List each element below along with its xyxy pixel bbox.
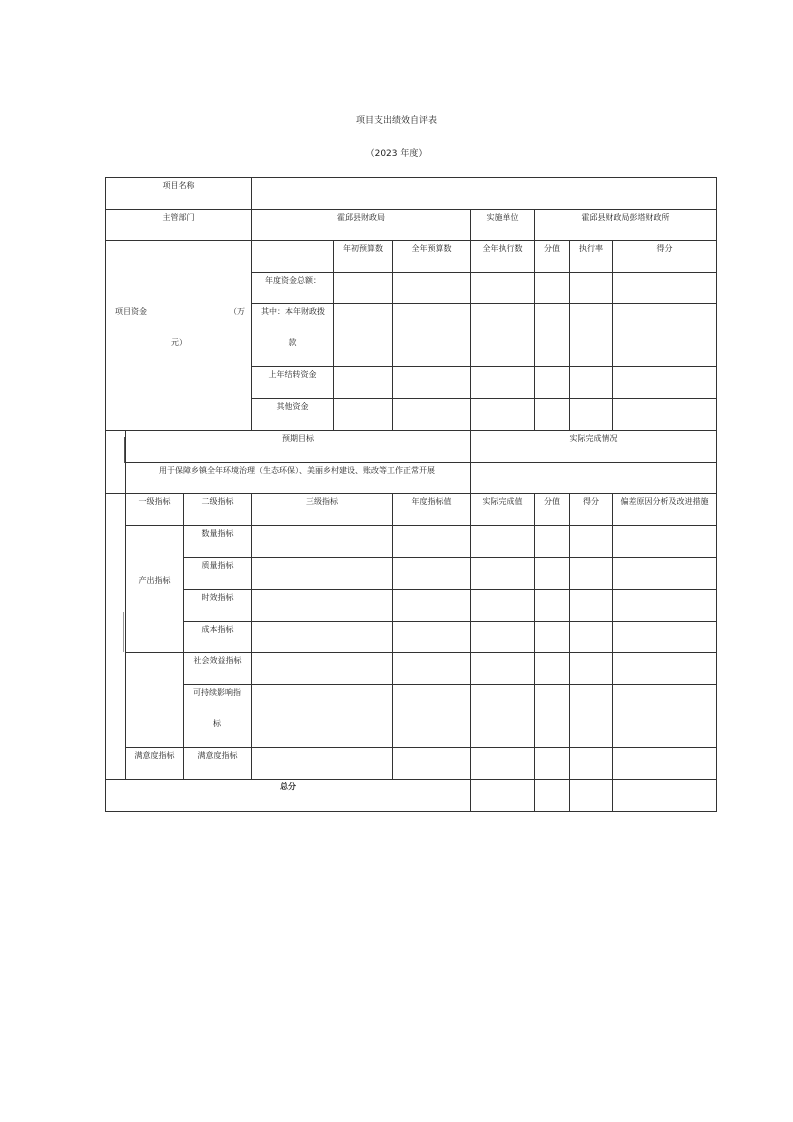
ind-cell bbox=[470, 525, 534, 557]
funds-cell bbox=[392, 272, 470, 303]
ind-cell bbox=[569, 747, 612, 779]
funds-cell bbox=[470, 272, 534, 303]
document-year: （2023 年度） bbox=[365, 149, 428, 159]
project-name-label: 项目名称 bbox=[162, 181, 195, 190]
funds-cell bbox=[392, 398, 470, 430]
funds-cell bbox=[612, 366, 717, 398]
total-cell bbox=[470, 779, 534, 812]
ind-satisfaction-l1-text: 满意度指标 bbox=[134, 751, 175, 760]
ind-cost-cell bbox=[183, 621, 251, 652]
ind-header-l1-text: 一级指标 bbox=[138, 497, 171, 506]
funds-cell bbox=[333, 366, 392, 398]
funds-cell bbox=[612, 303, 717, 366]
dept-label: 主管部门 bbox=[162, 213, 195, 222]
ind-cell bbox=[251, 684, 392, 747]
faint-vertical-text-mark bbox=[123, 612, 124, 652]
ind-output-text: 产出指标 bbox=[138, 576, 171, 585]
dept-value-cell bbox=[251, 209, 470, 240]
goals-side-cell bbox=[105, 430, 125, 493]
ind-cell bbox=[569, 652, 612, 684]
funds-header-rate bbox=[569, 240, 612, 272]
ind-cell bbox=[251, 557, 392, 589]
ind-header-l1 bbox=[125, 493, 183, 525]
funds-row-total-text: 年度资金总额： bbox=[265, 276, 321, 285]
funds-cell bbox=[569, 272, 612, 303]
ind-cell bbox=[569, 525, 612, 557]
funds-row-carryover-label bbox=[251, 366, 333, 398]
funds-row-other-label bbox=[251, 398, 333, 430]
ind-benefit-cell bbox=[125, 652, 183, 747]
ind-cell bbox=[392, 557, 470, 589]
ind-cell bbox=[612, 557, 717, 589]
funds-cell bbox=[470, 398, 534, 430]
funds-cell bbox=[612, 398, 717, 430]
ind-header-l3-text: 三级指标 bbox=[306, 497, 338, 506]
ind-header-weight bbox=[534, 493, 569, 525]
goals-content-cell bbox=[125, 462, 470, 493]
ind-cell bbox=[612, 621, 717, 652]
ind-header-target-text: 年度指标值 bbox=[411, 497, 452, 506]
funds-cell bbox=[534, 366, 569, 398]
ind-timeliness-cell bbox=[183, 589, 251, 621]
goals-actual-header bbox=[470, 430, 717, 462]
funds-cell bbox=[569, 366, 612, 398]
total-label: 总分 bbox=[280, 782, 296, 791]
ind-header-actual-text: 实际完成值 bbox=[482, 497, 523, 506]
unit-value-cell bbox=[534, 209, 717, 240]
ind-cell bbox=[534, 652, 569, 684]
funds-row-fiscal-text-1: 其中：本年财政拨 bbox=[261, 307, 325, 316]
ind-cell bbox=[392, 589, 470, 621]
ind-header-score-text: 得分 bbox=[583, 497, 599, 506]
dept-label-cell bbox=[105, 209, 251, 240]
ind-satisfaction-l2-text: 满意度指标 bbox=[197, 751, 238, 760]
ind-cell bbox=[534, 525, 569, 557]
ind-cell bbox=[392, 652, 470, 684]
goals-expected-header bbox=[125, 430, 470, 462]
funds-header-annual bbox=[392, 240, 470, 272]
funds-cell bbox=[534, 398, 569, 430]
funds-cell bbox=[569, 303, 612, 366]
ind-header-target bbox=[392, 493, 470, 525]
ind-cell bbox=[612, 747, 717, 779]
ind-sustain-cell bbox=[183, 684, 251, 747]
dept-value: 霍邱县财政局 bbox=[337, 213, 385, 222]
ind-cell bbox=[251, 747, 392, 779]
goals-expected-text: 预期目标 bbox=[282, 434, 314, 443]
funds-header-initial-text: 年初预算数 bbox=[343, 244, 383, 253]
total-cell bbox=[534, 779, 569, 812]
funds-label: 项目资金 bbox=[115, 307, 147, 316]
funds-header-score-text: 得分 bbox=[656, 244, 673, 253]
ind-header-weight-text: 分值 bbox=[544, 497, 560, 506]
ind-cell bbox=[470, 557, 534, 589]
ind-header-deviation bbox=[612, 493, 717, 525]
ind-cell bbox=[534, 557, 569, 589]
ind-satisfaction-l1-cell bbox=[125, 747, 183, 779]
funds-header-rate-text: 执行率 bbox=[579, 244, 603, 253]
project-name-label-cell bbox=[105, 177, 251, 209]
funds-cell bbox=[470, 366, 534, 398]
funds-header-score-value bbox=[534, 240, 569, 272]
unit-label-cell bbox=[470, 209, 534, 240]
document-title: 项目支出绩效自评表 bbox=[355, 116, 437, 126]
ind-timeliness-text: 时效指标 bbox=[201, 593, 234, 602]
goals-actual-cell bbox=[470, 462, 717, 493]
funds-row-fiscal-label bbox=[251, 303, 333, 366]
total-cell bbox=[612, 779, 717, 812]
ind-cell bbox=[569, 621, 612, 652]
ind-cell bbox=[569, 684, 612, 747]
funds-cell bbox=[333, 303, 392, 366]
funds-cell bbox=[392, 303, 470, 366]
ind-cell bbox=[251, 621, 392, 652]
funds-label-cell bbox=[105, 240, 251, 430]
ind-cell bbox=[534, 621, 569, 652]
ind-cell bbox=[534, 589, 569, 621]
funds-cell bbox=[612, 272, 717, 303]
funds-cell bbox=[534, 272, 569, 303]
funds-header-initial bbox=[333, 240, 392, 272]
ind-cell bbox=[251, 589, 392, 621]
ind-header-score bbox=[569, 493, 612, 525]
ind-cell bbox=[392, 684, 470, 747]
funds-cell bbox=[333, 398, 392, 430]
funds-row-total-label bbox=[251, 272, 333, 303]
funds-cell bbox=[470, 303, 534, 366]
goals-content-text: 用于保障乡镇全年环境治理（生态环保）、美丽乡村建设、账改等工作正常开展 bbox=[159, 466, 435, 475]
ind-cell bbox=[569, 557, 612, 589]
ind-quality-text: 质量指标 bbox=[201, 561, 234, 570]
ind-cell bbox=[534, 747, 569, 779]
ind-sustain-text-1: 可持续影响指 bbox=[193, 688, 241, 697]
funds-header-score-value-text: 分值 bbox=[544, 244, 560, 253]
ind-quantity-text: 数量指标 bbox=[201, 529, 234, 538]
ind-cell bbox=[470, 589, 534, 621]
ind-cost-text: 成本指标 bbox=[201, 625, 234, 634]
ind-cell bbox=[612, 525, 717, 557]
ind-cell bbox=[251, 525, 392, 557]
funds-cell bbox=[333, 272, 392, 303]
ind-header-l2-text: 二级指标 bbox=[201, 497, 234, 506]
ind-cell bbox=[392, 621, 470, 652]
funds-label-wan: （万 bbox=[229, 307, 245, 316]
ind-quantity-cell bbox=[183, 525, 251, 557]
funds-header-executed-text: 全年执行数 bbox=[482, 244, 523, 253]
funds-label-yuan: 元） bbox=[171, 338, 187, 347]
ind-header-actual bbox=[470, 493, 534, 525]
ind-cell bbox=[470, 652, 534, 684]
ind-cell bbox=[612, 652, 717, 684]
ind-social-cell bbox=[183, 652, 251, 684]
funds-row-other-text: 其他资金 bbox=[276, 402, 309, 411]
ind-satisfaction-l2-cell bbox=[183, 747, 251, 779]
ind-cell bbox=[612, 589, 717, 621]
ind-cell bbox=[251, 652, 392, 684]
ind-sustain-text-2: 标 bbox=[213, 719, 221, 728]
ind-header-l3 bbox=[251, 493, 392, 525]
unit-value: 霍邱县财政局彭塔财政所 bbox=[581, 213, 670, 222]
ind-cell bbox=[392, 525, 470, 557]
goals-actual-text: 实际完成情况 bbox=[569, 434, 618, 443]
project-name-value-cell bbox=[251, 177, 717, 209]
total-label-cell bbox=[105, 779, 470, 812]
funds-cell bbox=[569, 398, 612, 430]
funds-header-score bbox=[612, 240, 717, 272]
ind-cell bbox=[470, 621, 534, 652]
ind-quality-cell bbox=[183, 557, 251, 589]
ind-cell bbox=[534, 684, 569, 747]
ind-cell bbox=[392, 747, 470, 779]
ind-cell bbox=[470, 684, 534, 747]
funds-row-fiscal-text-2: 款 bbox=[288, 338, 297, 347]
ind-header-l2 bbox=[183, 493, 251, 525]
funds-cell bbox=[392, 366, 470, 398]
ind-output-cell bbox=[125, 525, 183, 652]
indicators-side-cell bbox=[105, 493, 125, 779]
ind-cell bbox=[569, 589, 612, 621]
funds-cell bbox=[534, 303, 569, 366]
ind-cell bbox=[612, 684, 717, 747]
funds-row-carryover-text: 上年结转资金 bbox=[268, 370, 317, 379]
total-cell bbox=[569, 779, 612, 812]
unit-label: 实施单位 bbox=[486, 213, 519, 222]
funds-header-annual-text: 全年预算数 bbox=[411, 244, 452, 253]
ind-cell bbox=[470, 747, 534, 779]
funds-header-executed bbox=[470, 240, 534, 272]
funds-header-blank bbox=[251, 240, 333, 272]
ind-header-deviation-text: 偏差原因分析及改进措施 bbox=[620, 497, 709, 506]
ind-social-text: 社会效益指标 bbox=[193, 656, 242, 665]
